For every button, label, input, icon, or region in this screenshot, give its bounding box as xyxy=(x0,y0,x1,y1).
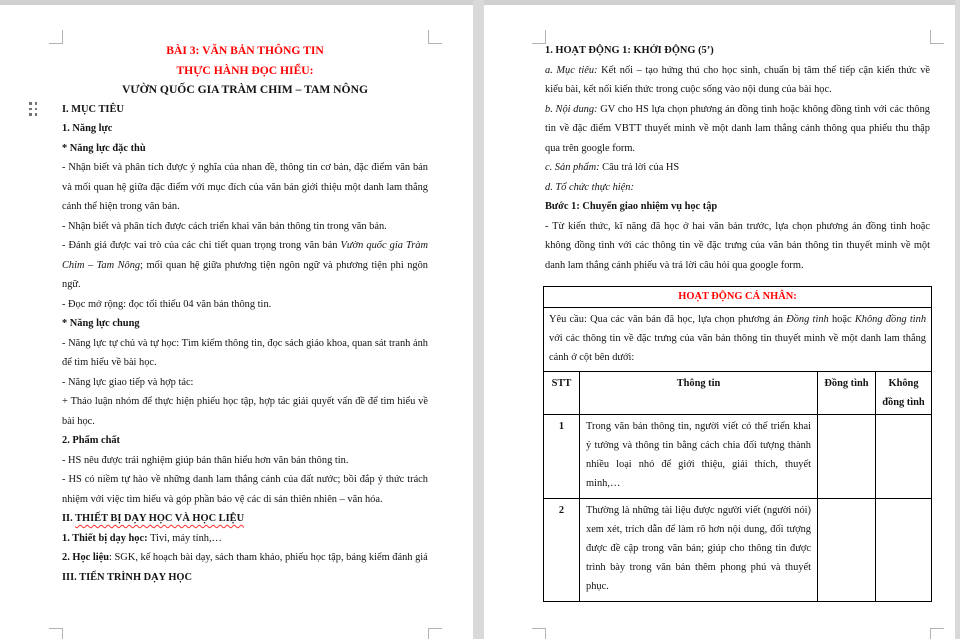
paragraph xyxy=(62,509,428,529)
text-run: Tivi, máy tính,… xyxy=(150,532,222,544)
text-run: I. MỤC TIÊU xyxy=(62,103,124,115)
paragraph xyxy=(545,158,930,178)
column-header-khong-dong-tinh: Không đồng tình xyxy=(876,372,931,415)
text-run: - Từ kiến thức, kĩ năng đã học ở hai văn bản trước, lựa chọn phương án đồng tình hoặc không đồng tình với các thông tin về đặc trưng của văn bản thông tin thuyết minh về một danh lam thắng cảnh phiếu và trả lời câu hỏi qua google form. xyxy=(545,220,930,271)
text-run: 1. HOẠT ĐỘNG 1: KHỞI ĐỘNG (5’) xyxy=(545,45,714,56)
canvas-right-edge xyxy=(955,0,960,639)
text-run: với các thông tin về đặc trưng của văn bản thông tin thuyết minh về một danh lam thắng cảnh ở cột bên dưới: xyxy=(549,333,926,363)
text-run: * Năng lực đặc thù xyxy=(62,142,146,154)
paragraph xyxy=(62,80,428,100)
text-run: - Nhận biết và phân tích được cách triển khai văn bản thông tin trong văn bản. xyxy=(62,220,387,232)
text-run: hoặc xyxy=(828,314,855,325)
margin-mark-bottom-left xyxy=(532,628,546,639)
text-run: Đồng tình xyxy=(786,314,829,325)
row-2-stt: 2 xyxy=(544,499,580,601)
paragraph xyxy=(62,548,428,568)
row-2-disagree-cell[interactable] xyxy=(876,499,931,601)
table-requirement xyxy=(544,308,931,372)
text-run: Không đồng tình xyxy=(854,314,927,325)
paragraph xyxy=(62,451,428,471)
text-run: - Đọc mở rộng: đọc tối thiểu 04 văn bản thông tin. xyxy=(62,298,272,310)
paragraph xyxy=(62,334,428,373)
paragraph xyxy=(62,217,428,237)
text-run: II. xyxy=(62,513,76,524)
paragraph xyxy=(62,529,428,549)
text-run: BÀI 3: VĂN BẢN THÔNG TIN xyxy=(166,44,324,57)
page-2-text-area[interactable] xyxy=(545,41,930,602)
paragraph xyxy=(545,178,930,198)
text-run: 1. Năng lực xyxy=(62,123,113,134)
paragraph xyxy=(545,197,930,217)
margin-mark-top-left xyxy=(532,30,546,44)
text-run: : SGK, kế hoạch bài dạy, sách tham khảo, phiếu học tập, bảng kiểm đánh giá xyxy=(109,552,428,563)
drag-handle-icon[interactable] xyxy=(29,102,38,116)
paragraph xyxy=(545,61,930,100)
text-run: 2. Phẩm chất xyxy=(62,435,121,446)
text-run: - Nhận biết và phân tích được ý nghĩa của nhan đề, thông tin cơ bản, đặc điểm văn bản và mối quan hệ giữa đặc điểm với mục đích của văn bản giới thiệu một danh lam thắng cảnh thể hiện trong văn bản. xyxy=(62,162,428,212)
column-header-dong-tinh: Đồng tình xyxy=(818,372,876,415)
text-run: - HS có niềm tự hào về những danh lam thắng cảnh của đất nước; bồi đắp ý thức trách nhiệm với việc tìm hiểu và góp phần bảo vệ các di sản thiên nhiên – văn hóa. xyxy=(62,474,428,505)
text-run: 2. Học liệu xyxy=(62,552,110,563)
row-1-thong-tin: Trong văn bản thông tin, người viết có thể triển khai ý tưởng và thông tin bằng cách chia đối tượng thành nhiều loại nhỏ để giới thiệu, giải thích, thuyết minh,… xyxy=(580,415,818,499)
column-header-stt: STT xyxy=(544,372,580,415)
row-1-disagree-cell[interactable] xyxy=(876,415,931,499)
text-run: GV cho HS lựa chọn phương án đồng tình hoặc không đồng tình với các thông tin về đặc điểm VBTT thuyết minh về một danh lam thắng cảnh thông qua phiếu thu thập qua trên google form. xyxy=(545,103,930,154)
paragraph xyxy=(62,100,428,120)
text-run: + Thảo luận nhóm để thực hiện phiếu học tập, hợp tác giải quyết vấn đề để tìm hiểu về bài học. xyxy=(62,396,428,427)
margin-mark-bottom-right xyxy=(930,628,944,639)
margin-mark-top-right xyxy=(428,30,442,44)
paragraph xyxy=(62,568,428,588)
paragraph xyxy=(545,217,930,276)
text-run: - Đánh giá được vai trò của các chi tiết quan trọng trong văn bản xyxy=(62,240,341,251)
activity-table xyxy=(543,286,932,602)
margin-mark-top-right xyxy=(930,30,944,44)
paragraph xyxy=(545,100,930,159)
paragraph xyxy=(62,41,428,61)
text-run: Vườn quốc gia Tràm Chim – Tam Nông xyxy=(62,240,428,271)
text-run: Kết nối – tạo hứng thú cho học sinh, chuẩn bị tâm thế tiếp cận kiến thức về kiểu bài, kết nối kiến thức trong cuộc sống vào nội dung của bài học. xyxy=(545,64,931,95)
text-run: THỰC HÀNH ĐỌC HIỂU: xyxy=(176,63,314,77)
paragraph xyxy=(62,431,428,451)
text-run: ; mối quan hệ giữa phương tiện ngôn ngữ và phương tiện phi ngôn ngữ. xyxy=(62,259,428,290)
text-run: III. TIẾN TRÌNH DẠY HỌC xyxy=(62,571,193,583)
row-1-stt: 1 xyxy=(544,415,580,499)
page-1 xyxy=(0,5,473,639)
margin-mark-top-left xyxy=(49,30,63,44)
page-1-text-area[interactable] xyxy=(62,41,428,587)
row-1-agree-cell[interactable] xyxy=(818,415,876,499)
text-run: Yêu cầu: Qua các văn bản đã học, lựa chọn phương án xyxy=(549,314,787,325)
table-title: HOẠT ĐỘNG CÁ NHÂN: xyxy=(544,287,931,308)
row-2-thong-tin: Thường là những tài liệu được người viết (người nói) xem xét, trích dẫn để làm rõ hơn nội dung, đối tượng được đề cập trong văn bản; giúp cho thông tin được trình bày trong văn bản thêm phong phú và thuyết phục. xyxy=(580,499,818,601)
margin-mark-bottom-left xyxy=(49,628,63,639)
paragraph xyxy=(62,139,428,159)
text-run: - Năng lực giao tiếp và hợp tác: xyxy=(62,376,194,388)
column-header-thong-tin: Thông tin xyxy=(580,372,818,415)
paragraph xyxy=(62,295,428,315)
table-grid xyxy=(544,372,931,601)
paragraph xyxy=(62,470,428,509)
text-run: - HS nêu được trải nghiệm giúp bản thân hiểu hơn văn bản thông tin. xyxy=(62,454,349,466)
text-run: THIẾT BỊ DẠY HỌC VÀ HỌC LIỆU xyxy=(75,513,245,524)
page-2 xyxy=(484,5,955,639)
text-run: Câu trả lời của HS xyxy=(602,162,680,173)
paragraph xyxy=(62,236,428,295)
paragraph xyxy=(545,41,930,61)
paragraph xyxy=(62,61,428,81)
page-gap xyxy=(473,0,484,639)
paragraph xyxy=(62,392,428,431)
margin-mark-bottom-right xyxy=(428,628,442,639)
text-run: Bước 1: Chuyển giao nhiệm vụ học tập xyxy=(545,201,718,212)
text-run: - Năng lực tự chủ và tự học: Tìm kiếm thông tin, đọc sách giáo khoa, quan sát tranh ảnh để tìm hiểu về bài học. xyxy=(62,337,428,368)
text-run: c. Sản phẩm: xyxy=(545,162,603,173)
text-run: VƯỜN QUỐC GIA TRÀM CHIM – TAM NÔNG xyxy=(122,83,368,96)
page-2-paragraphs xyxy=(545,41,930,275)
paragraph xyxy=(62,314,428,334)
text-run: 1. Thiết bị dạy học: xyxy=(62,532,151,544)
paragraph xyxy=(62,373,428,393)
text-run: a. Mục tiêu: xyxy=(545,64,602,76)
row-2-agree-cell[interactable] xyxy=(818,499,876,601)
paragraph xyxy=(62,119,428,139)
text-run: * Năng lực chung xyxy=(62,318,140,329)
paragraph xyxy=(62,158,428,217)
text-run: b. Nội dung: xyxy=(545,103,601,115)
text-run: d. Tổ chức thực hiện: xyxy=(545,181,634,193)
